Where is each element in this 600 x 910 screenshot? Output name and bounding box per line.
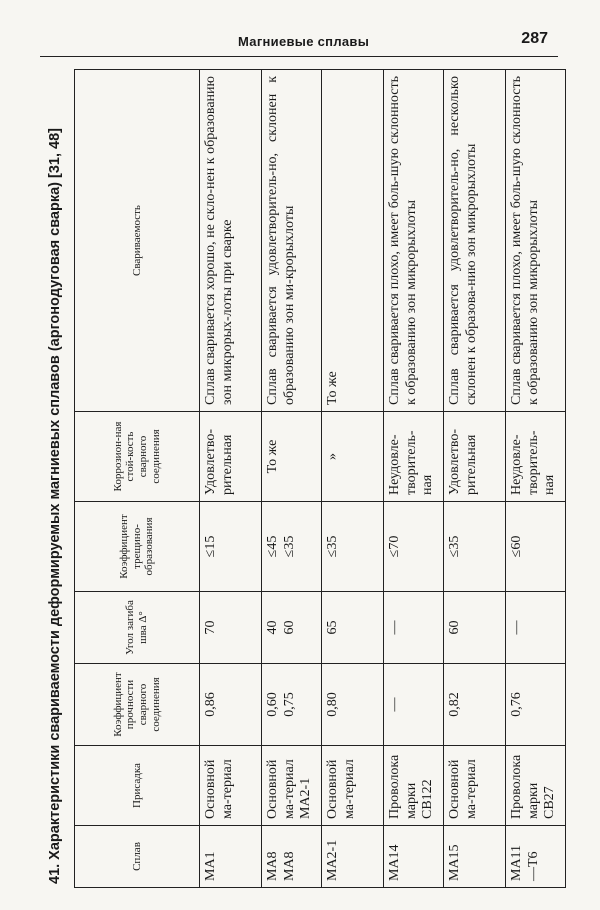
cell-filler: Основной ма-териал	[322, 746, 384, 826]
column-header-alloy: Сплав	[75, 826, 200, 888]
cell-corrosion: Удовлетво-рительная	[444, 412, 506, 502]
table-row	[262, 70, 322, 888]
cell-crack: ≤15	[200, 502, 262, 592]
cell-strength: —	[384, 664, 444, 746]
cell-alloy: МА15	[444, 826, 506, 888]
column-header-weldability: Свариваемость	[75, 70, 200, 412]
table-row	[384, 70, 444, 888]
cell-corrosion: То же	[262, 412, 322, 502]
cell-strength: 0,82	[444, 664, 506, 746]
cell-alloy: МА8 МА8	[262, 826, 322, 888]
page-number: 287	[521, 30, 548, 47]
cell-corrosion: »	[322, 412, 384, 502]
cell-strength: 0,60 0,75	[262, 664, 322, 746]
column-header-corrosion: Коррозион-ная стой-кость сварного соединения	[75, 412, 200, 502]
cell-crack: ≤60	[506, 502, 566, 592]
cell-weldability: Сплав сваривается хорошо, не скло-нен к образованию зон микрорых-лоты при сварке	[200, 70, 262, 412]
weldability-table	[74, 69, 566, 888]
header-rule	[40, 56, 558, 57]
cell-crack: ≤35	[444, 502, 506, 592]
rotated-table-block	[40, 70, 560, 890]
cell-bend-angle: 65	[322, 592, 384, 664]
cell-weldability: Сплав сваривается удовлетворитель-но, склонен к образованию зон ми-крорыхлоты	[262, 70, 322, 412]
column-header-bend-angle: Угол загиба шва Δ°	[75, 592, 200, 664]
cell-weldability: Сплав сваривается плохо, имеет боль-шую склонность к образованию зон микрорыхлоты	[384, 70, 444, 412]
table-header-row	[75, 70, 200, 888]
column-header-crack: Коэффициент трещино-образования	[75, 502, 200, 592]
cell-weldability: Сплав сваривается удовлетворитель-но, несколько склонен к образова-нию зон микрорыхлоты	[444, 70, 506, 412]
cell-bend-angle: —	[506, 592, 566, 664]
cell-filler: Основной ма-териал	[200, 746, 262, 826]
cell-strength: 0,80	[322, 664, 384, 746]
table-row	[444, 70, 506, 888]
cell-crack: ≤45 ≤35	[262, 502, 322, 592]
column-header-filler: Присадка	[75, 746, 200, 826]
cell-crack: ≤70	[384, 502, 444, 592]
cell-alloy: МА14	[384, 826, 444, 888]
cell-strength: 0,86	[200, 664, 262, 746]
cell-bend-angle: 70	[200, 592, 262, 664]
cell-weldability: То же	[322, 70, 384, 412]
column-header-strength: Коэффициент прочности сварного соединения	[75, 664, 200, 746]
cell-corrosion: Удовлетво-рительная	[200, 412, 262, 502]
cell-crack: ≤35	[322, 502, 384, 592]
cell-filler: Проволока марки СВ122	[384, 746, 444, 826]
cell-corrosion: Неудовле-творитель-ная	[384, 412, 444, 502]
cell-corrosion: Неудовле-творитель-ная	[506, 412, 566, 502]
cell-alloy: МА2-1	[322, 826, 384, 888]
cell-bend-angle: 40 60	[262, 592, 322, 664]
cell-weldability: Сплав сваривается плохо, имеет боль-шую склонность к образованию зон микрорыхлоты	[506, 70, 566, 412]
cell-filler: Основной ма-териал МА2-1	[262, 746, 322, 826]
table-row	[200, 70, 262, 888]
cell-bend-angle: 60	[444, 592, 506, 664]
table-row	[322, 70, 384, 888]
cell-strength: 0,76	[506, 664, 566, 746]
cell-filler: Основной ма-териал	[444, 746, 506, 826]
table-caption: 41. Характеристики свариваемости деформируемых магниевых сплавов (аргонодуговая сварка) [31, 48]	[47, 128, 63, 884]
cell-alloy: МА1	[200, 826, 262, 888]
cell-filler: Проволока марки СВ27	[506, 746, 566, 826]
running-title: Магниевые сплавы	[238, 34, 370, 49]
cell-bend-angle: —	[384, 592, 444, 664]
cell-alloy: МА11—Т6	[506, 826, 566, 888]
table-row	[506, 70, 566, 888]
